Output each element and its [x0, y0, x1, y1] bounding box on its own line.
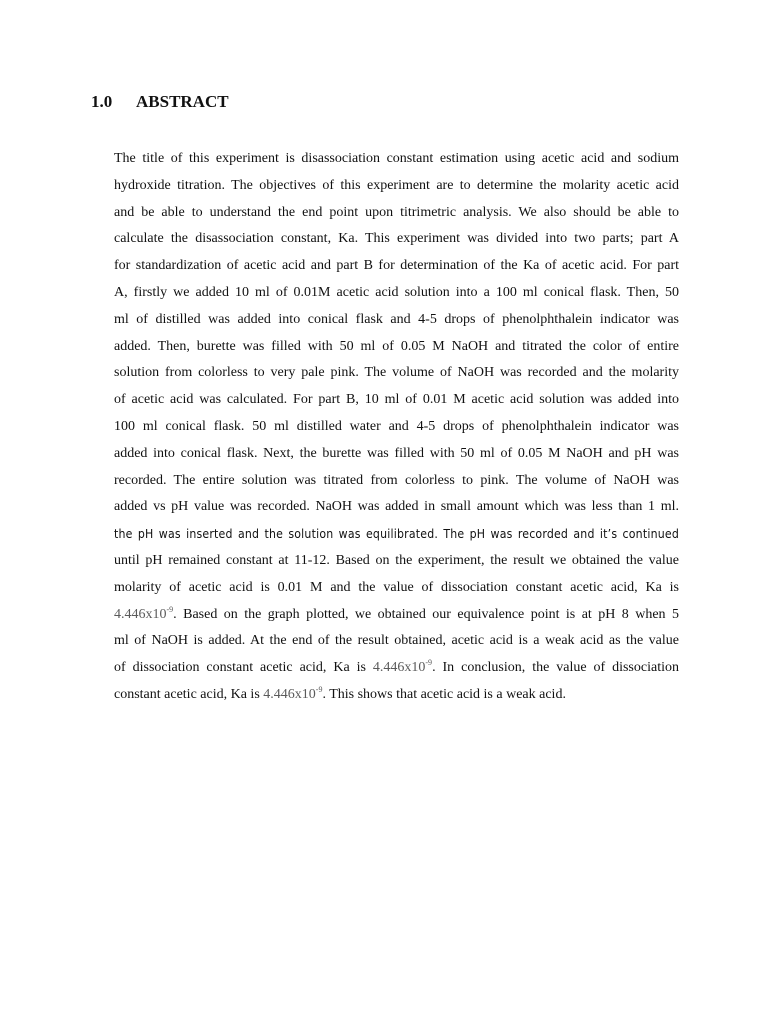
section-heading: [91, 92, 229, 112]
abstract-line: A, firstly we added 10 ml of 0.01M acetic acid solution into a 100 ml conical flask. Then, 50: [114, 284, 679, 300]
abstract-line: ml of distilled was added into conical flask and 4-5 drops of phenolphthalein indicator was: [114, 311, 679, 327]
abstract-line-ka: [114, 602, 679, 629]
abstract-line: ml of NaOH is added. At the end of the result obtained, acetic acid is a weak acid as the value: [114, 633, 679, 649]
abstract-line-ka: [114, 655, 679, 682]
abstract-line: for standardization of acetic acid and part B for determination of the Ka of acetic acid. For part: [114, 258, 679, 274]
abstract-text: of dissociation constant acetic acid, Ka is: [114, 660, 373, 676]
abstract-line: calculate the disassociation constant, Ka. This experiment was divided into two parts; part A: [114, 231, 679, 247]
ka-value: [373, 660, 432, 675]
ka-exponent: -9: [425, 658, 433, 668]
abstract-line: added into conical flask. Next, the burette was filled with 50 ml of 0.05 M NaOH and pH was: [114, 445, 679, 461]
abstract-line: 100 ml conical flask. 50 ml distilled water and 4-5 drops of phenolphthalein indicator was: [114, 418, 679, 434]
ka-base: 4.446x10: [372, 660, 426, 676]
ka-value: [263, 684, 323, 702]
abstract-paragraph: [114, 146, 679, 709]
ka-base: 4.446x10: [263, 686, 316, 702]
abstract-line-ka: [114, 682, 679, 709]
section-number: 1.0: [91, 92, 113, 111]
ka-value: [114, 604, 174, 622]
abstract-line: added. Then, burette was filled with 50 ml of 0.05 M NaOH and titrated the color of entire: [114, 338, 679, 354]
abstract-line: molarity of acetic acid is 0.01 M and the value of dissociation constant acetic acid, Ka is: [114, 579, 679, 595]
abstract-line: recorded. The entire solution was titrated from colorless to pink. The volume of NaOH was: [114, 472, 679, 488]
abstract-line: the pH was inserted and the solution was equilibrated. The pH was recorded and it’s continued: [114, 527, 679, 542]
abstract-line: solution from colorless to very pale pink. The volume of NaOH was recorded and the molarity: [114, 365, 679, 381]
abstract-line: until pH remained constant at 11-12. Based on the experiment, the result we obtained the value: [114, 552, 679, 568]
abstract-line: hydroxide titration. The objectives of this experiment are to determine the molarity acetic acid: [114, 177, 679, 193]
abstract-text: . In conclusion, the value of dissociation: [432, 660, 679, 676]
abstract-line: The title of this experiment is disassociation constant estimation using acetic acid and sodium: [114, 151, 679, 166]
abstract-text: . This shows that acetic acid is a weak acid.: [322, 686, 566, 702]
abstract-line: and be able to understand the end point upon titrimetric analysis. We also should be able to: [114, 204, 679, 220]
ka-exponent: -9: [315, 684, 323, 694]
abstract-line: added vs pH value was recorded. NaOH was added in small amount which was less than 1 ml.: [114, 499, 679, 515]
abstract-text: . Based on the graph plotted, we obtained our equivalence point is at pH 8 when 5: [173, 606, 679, 622]
ka-base: 4.446x10: [114, 606, 167, 622]
abstract-line: of acetic acid was calculated. For part B, 10 ml of 0.01 M acetic acid solution was added into: [114, 392, 679, 408]
abstract-text: constant acetic acid, Ka is: [114, 686, 264, 702]
section-title: ABSTRACT: [136, 92, 229, 111]
ka-exponent: -9: [166, 604, 174, 614]
